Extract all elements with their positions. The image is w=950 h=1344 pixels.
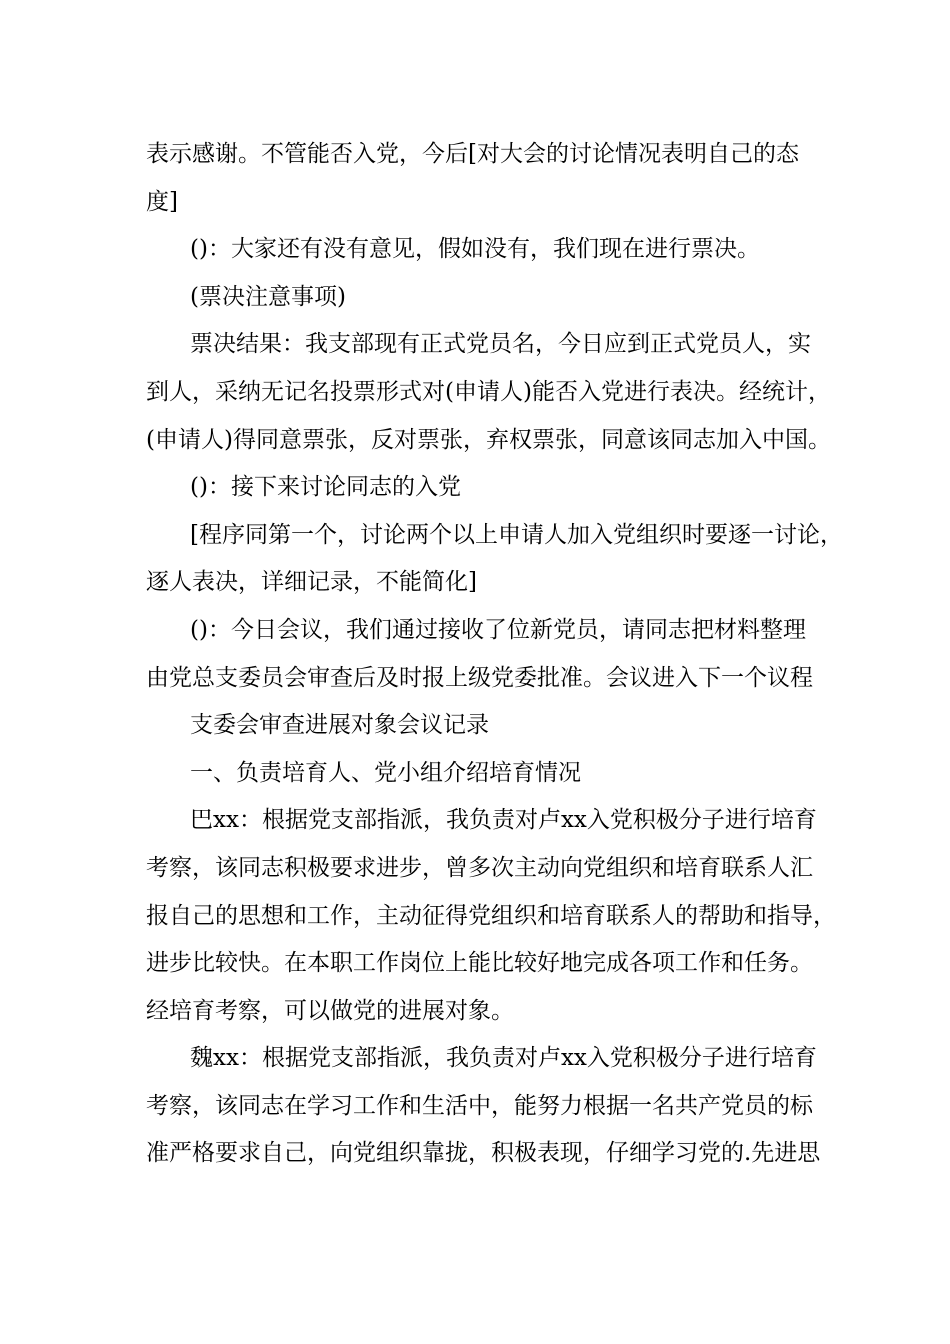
document-body	[146, 131, 843, 1178]
text-line: ()：接下来讨论同志的入党	[190, 474, 461, 501]
text-line: ()：大家还有没有意见，假如没有，我们现在进行票决。	[190, 236, 760, 263]
text-line: ()：今日会议，我们通过接收了位新党员，请同志把材料整理	[190, 616, 806, 643]
text-line: 考察，该同志在学习工作和生活中，能努力根据一名共产党员的标	[146, 1092, 813, 1119]
text-line: 巴xx：根据党支部指派，我负责对卢xx入党积极分子进行培育	[190, 807, 817, 834]
text-line: 由党总支委员会审查后及时报上级党委批准。会议进入下一个议程	[146, 664, 813, 691]
text-line: 魏xx：根据党支部指派，我负责对卢xx入党积极分子进行培育	[190, 1045, 817, 1072]
text-line: 进步比较快。在本职工作岗位上能比较好地完成各项工作和任务。	[146, 950, 813, 977]
text-line: (申请人)得同意票张，反对票张，弃权票张，同意该同志加入中国。	[146, 426, 831, 453]
text-line: 报自己的思想和工作，主动征得党组织和培育联系人的帮助和指导，	[146, 902, 836, 929]
text-line: 准严格要求自己，向党组织靠拢，积极表现，仔细学习党的.先进思	[146, 1140, 821, 1167]
text-line: 考察，该同志积极要求进步，曾多次主动向党组织和培育联系人汇	[146, 854, 813, 881]
text-line: 经培育考察，可以做党的进展对象。	[146, 997, 514, 1024]
text-line: [程序同第一个，讨论两个以上申请人加入党组织时要逐一讨论，	[190, 521, 843, 548]
section-heading: 支委会审查进展对象会议记录	[190, 712, 489, 739]
text-line: 逐人表决，详细记录，不能简化]	[146, 569, 477, 596]
text-line: (票决注意事项)	[190, 283, 346, 310]
text-line: 表示感谢。不管能否入党，今后[对大会的讨论情况表明自己的态	[146, 141, 799, 167]
text-line: 度]	[146, 188, 178, 215]
text-line: 票决结果：我支部现有正式党员名，今日应到正式党员人，实	[190, 331, 811, 358]
section-heading: 一、负责培育人、党小组介绍培育情况	[190, 759, 581, 786]
text-line: 到人，采纳无记名投票形式对(申请人)能否入党进行表决。经统计，	[146, 378, 831, 405]
